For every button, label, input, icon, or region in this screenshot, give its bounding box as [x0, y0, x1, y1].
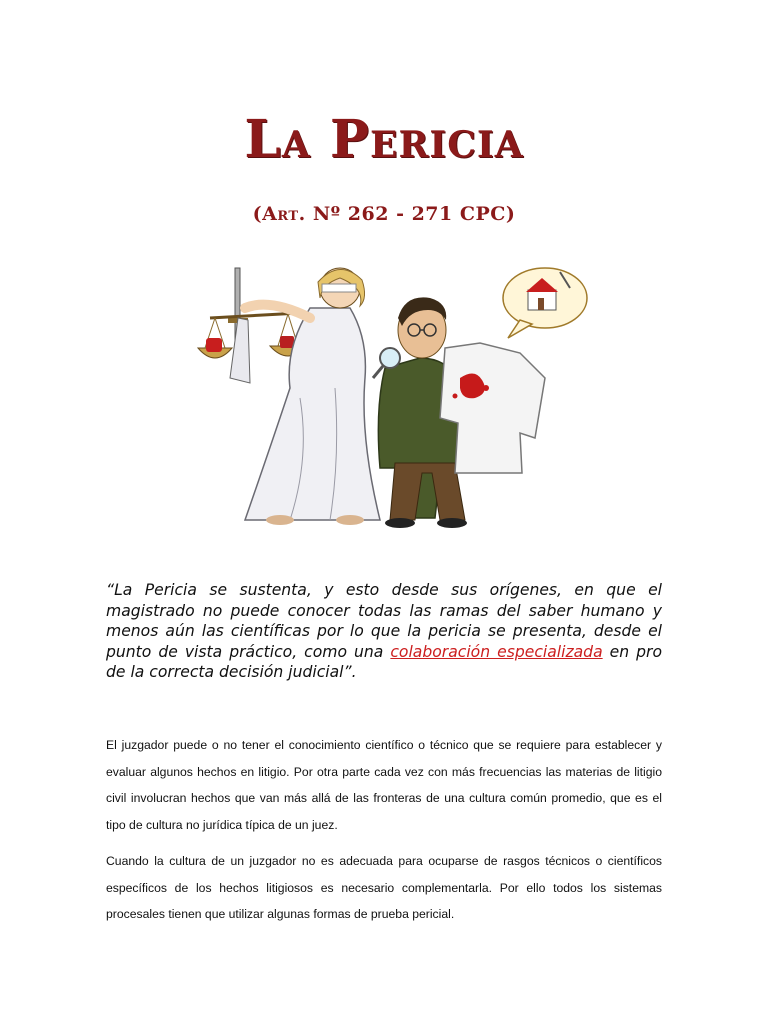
lady-justice-figure: [198, 268, 380, 525]
lady-justice-and-expert-illustration: [190, 258, 590, 530]
quote-highlight: colaboración especializada: [390, 642, 603, 661]
expert-man-figure: [373, 268, 587, 528]
page-title: La Pericia: [244, 109, 524, 170]
page-subtitle: (Art. Nº 262 - 271 CPC): [252, 203, 516, 225]
body-paragraph-2: Cuando la cultura de un juzgador no es adecuada para ocuparse de rasgos técnicos o científicos específicos de los hechos litigiosos es necesario complementarla. Por ello todos los sistemas procesales tienen que utilizar algunas formas de prueba pericial.: [106, 854, 662, 921]
body-paragraph-1: El juzgador puede o no tener el conocimiento científico o técnico que se requiere para establecer y evaluar algunos hechos en litigio. Por otra parte cada vez con más frecuencias las materias de litigio civil involucran hechos que van más allá de las fronteras de una cultura común promedio, que es el tipo de cultura no jurídica típica de un juez.: [106, 738, 662, 832]
quote-block: [106, 580, 662, 683]
quote-text-start: “La Pericia se sustenta, y esto desde sus orígenes, en que el magistrado no puede conocer todas las ramas del saber humano y menos aún las científicas por lo que la pericia se presenta, desde el punto de vista práctico, como una: [106, 581, 662, 661]
quote-text-end: en pro de la correcta decisión judicial”.: [106, 642, 662, 681]
